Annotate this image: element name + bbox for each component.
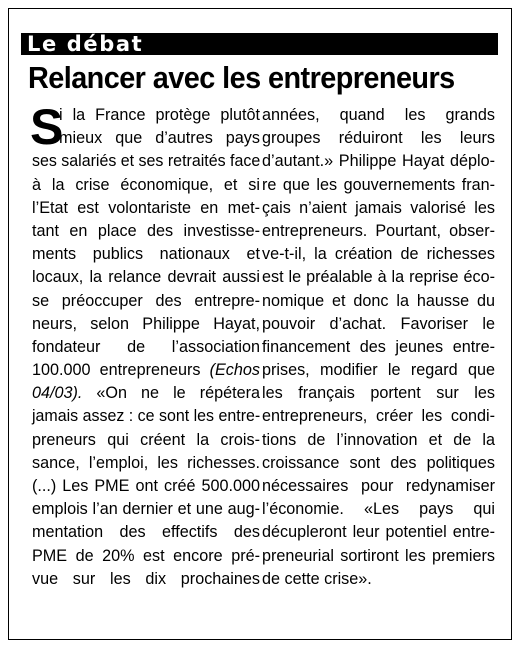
article-column-2	[262, 104, 495, 591]
text-line: groupes réduiront les leurs	[262, 129, 495, 148]
text-line: nécessaires pour redynamiser	[262, 477, 495, 495]
text-line: locaux, la relance devrait aussi	[32, 268, 260, 287]
source-citation: 04/03).	[32, 384, 83, 403]
text-line: mentation des effectifs des	[32, 523, 260, 542]
text-line: fondateur de l’association	[32, 337, 260, 356]
text-line: se préoccuper des entrepre-	[32, 291, 260, 310]
text-line: décupleront leur potentiel entre-	[262, 523, 495, 542]
text-line: çais n’aient jamais valorisé les	[262, 198, 495, 217]
text-line: à la crise économique, et si	[32, 175, 260, 194]
text-line: est le préalable à la reprise éco-	[262, 268, 495, 287]
text-line: entrepreneurs. Pourtant, obser-	[262, 221, 495, 240]
text-line: croissance sont des politiques	[262, 453, 495, 472]
text-line: re que les gouvernements fran-	[262, 175, 495, 194]
article-headline: Relancer avec les entrepreneurs	[28, 60, 455, 95]
text-line: d’autant.» Philippe Hayat déplo-	[262, 152, 495, 171]
drop-cap: S	[30, 99, 64, 155]
text-line: de cette crise».	[262, 569, 372, 588]
text-line: les français portent sur les	[262, 384, 495, 403]
text-line: preneurs qui créent la crois-	[32, 430, 260, 449]
source-citation: (Echos	[209, 361, 260, 380]
text-line: tant en place des investisse-	[32, 221, 260, 240]
text-line: nomique et donc la hausse du	[262, 291, 495, 310]
section-banner	[21, 33, 498, 55]
text-line: sance, l’emploi, les richesses.	[32, 453, 260, 472]
text-line: neurs, selon Philippe Hayat,	[32, 314, 260, 333]
text-line: financement des jeunes entre-	[262, 337, 495, 356]
text-line: pouvoir d’achat. Favoriser le	[262, 314, 495, 333]
text-line: l’économie. «Les pays qui	[262, 500, 495, 519]
text-line: 04/03). «On ne le répétera	[32, 384, 260, 403]
text-line: l’Etat est volontariste en met-	[32, 198, 260, 217]
text-line: ve-t-il, la création de richesses	[262, 245, 495, 264]
text-line: jamais assez : ce sont les entre-	[32, 407, 261, 426]
text-line: i la France protège plutôt	[59, 106, 260, 124]
text-line: (...) Les PME ont créé 500.000	[32, 477, 260, 495]
text-line: 100.000 entrepreneurs (Echos	[32, 361, 260, 380]
text-line: mieux que d’autres pays	[59, 129, 260, 148]
text-line: ses salariés et ses retraités face	[32, 152, 261, 171]
text-line: vue sur les dix prochaines	[32, 569, 260, 588]
text-line: preneurial sortiront les premiers	[262, 546, 495, 565]
text-line: années, quand les grands	[262, 106, 495, 124]
text-line: tions de l’innovation et de la	[262, 430, 495, 449]
text-line: PME de 20% est encore pré-	[32, 546, 260, 565]
text-line: prises, modifier le regard que	[262, 361, 495, 380]
section-label: Le débat	[27, 32, 144, 56]
text-line: entrepreneurs, créer les condi-	[262, 407, 495, 426]
text-line: ments publics nationaux et	[32, 245, 260, 264]
text-line: emplois l’an dernier et une aug-	[32, 500, 260, 519]
article-column-1	[30, 99, 261, 591]
